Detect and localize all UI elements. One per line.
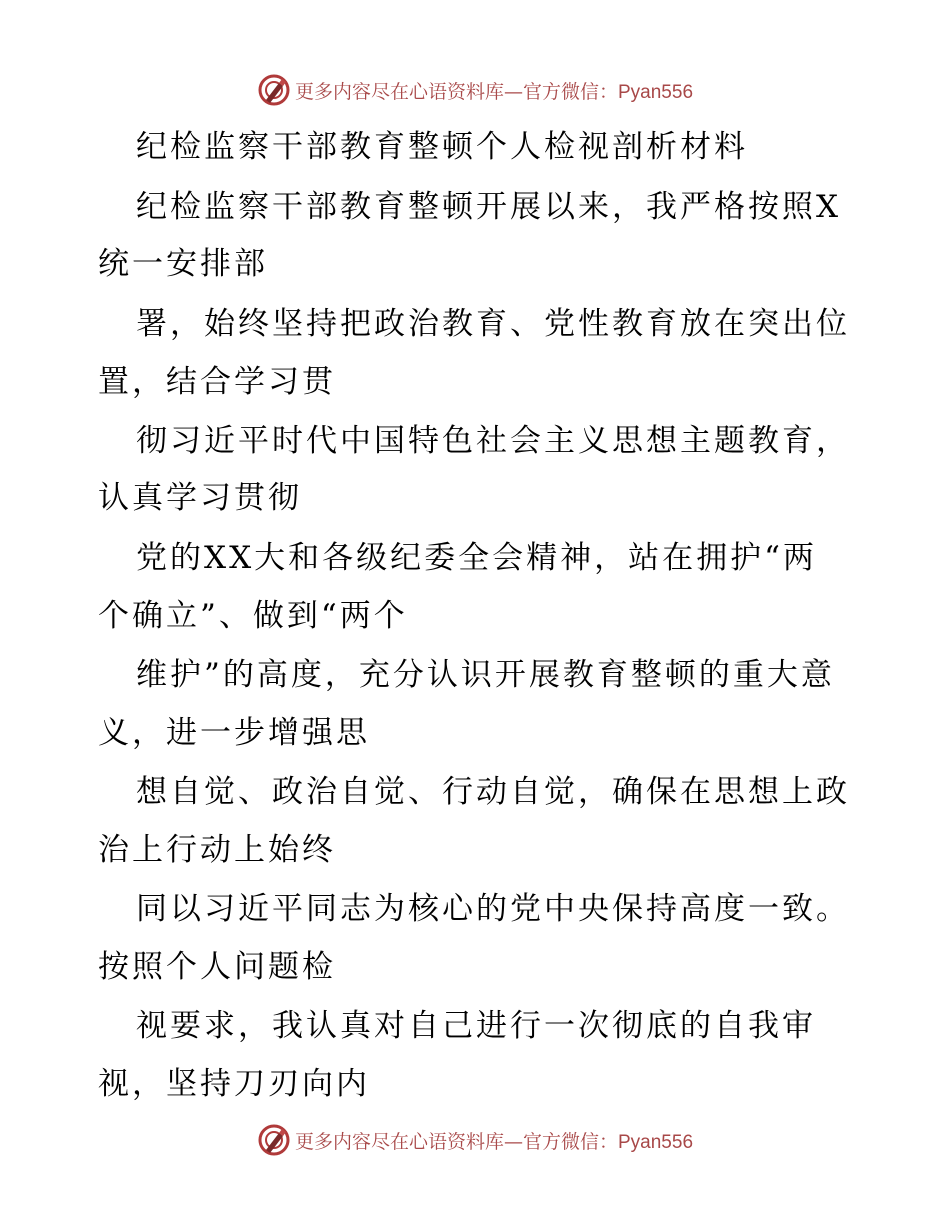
watermark-text xyxy=(295,1127,693,1154)
text-line: 党的XX大和各级纪委全会精神，站在拥护“两 xyxy=(136,540,817,576)
text-line: 视要求，我认真对自己进行一次彻底的自我审 xyxy=(136,1008,816,1044)
watermark-site-text: 更多内容尽在心语资料库—官方微信： xyxy=(294,80,618,103)
text-line: 维护”的高度，充分认识开展教育整顿的重大意 xyxy=(136,657,835,693)
text-line: 个确立”、做到“两个 xyxy=(98,598,408,634)
watermark-site-text: 更多内容尽在心语资料库—官方微信： xyxy=(294,1130,618,1153)
text-line: 统一安排部 xyxy=(98,246,268,282)
text-line: 同以习近平同志为核心的党中央保持高度一致。 xyxy=(136,891,850,927)
text-line: 署，始终坚持把政治教育、党性教育放在突出位 xyxy=(136,306,850,342)
text-line: 想自觉、政治自觉、行动自觉，确保在思想上政 xyxy=(136,774,850,810)
text-line: 纪检监察干部教育整顿开展以来，我严格按照X xyxy=(136,189,842,225)
text-line: 按照个人问题检 xyxy=(98,949,336,985)
watermark-banner-bottom xyxy=(0,1120,950,1160)
text-line: 置，结合学习贯 xyxy=(98,364,336,400)
text-line: 彻习近平时代中国特色社会主义思想主题教育， xyxy=(136,423,850,459)
document-title: 纪检监察干部教育整顿个人检视剖析材料 xyxy=(136,129,748,165)
pen-logo-icon xyxy=(257,1123,291,1157)
watermark-contact: Pyan556 xyxy=(618,1131,694,1153)
text-line: 义，进一步增强思 xyxy=(98,715,370,751)
text-line: 治上行动上始终 xyxy=(98,832,336,868)
watermark-contact: Pyan556 xyxy=(618,81,694,103)
text-line: 视，坚持刀刃向内 xyxy=(98,1066,370,1102)
text-line: 认真学习贯彻 xyxy=(98,480,302,516)
